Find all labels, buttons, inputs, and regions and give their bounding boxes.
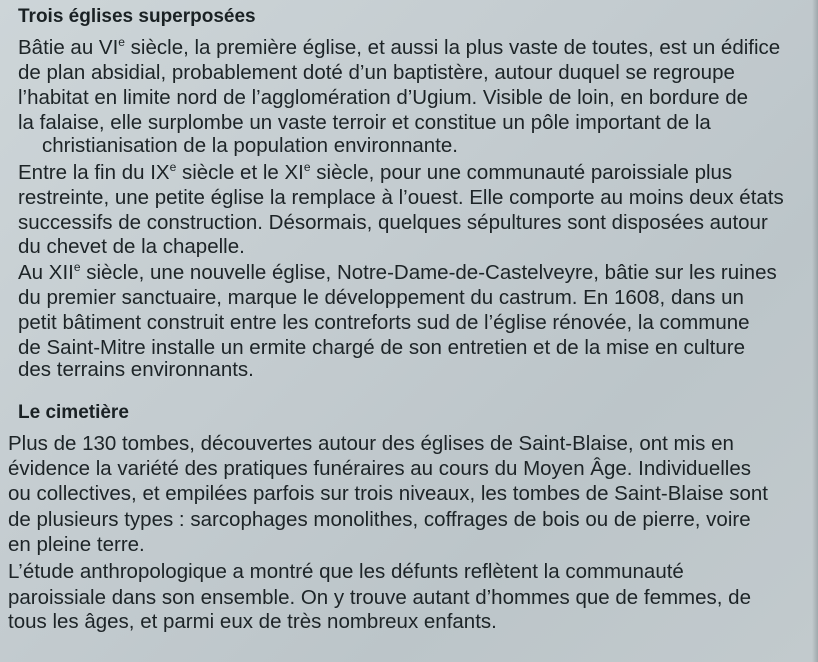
text-line: du premier sanctuaire, marque le développement du castrum. En 1608, dans un xyxy=(18,286,744,309)
text-line: L’étude anthropologique a montré que les défunts reflètent la communauté xyxy=(8,560,684,583)
text-fragment: siècle et le XI xyxy=(176,161,304,184)
text-line: petit bâtiment construit entre les contreforts sud de l’église rénovée, la commune xyxy=(18,311,750,334)
text-fragment: siècle, la première église, et aussi la plus vaste de toutes, est un édifice xyxy=(124,36,781,59)
superscript: e xyxy=(118,35,125,49)
text-line: Plus de 130 tombes, découvertes autour des églises de Saint-Blaise, ont mis en xyxy=(8,432,734,455)
text-line: de plusieurs types : sarcophages monolithes, coffrages de bois ou de pierre, voire xyxy=(8,508,751,531)
superscript: e xyxy=(73,260,81,274)
text-line: restreinte, une petite église la remplace à l’ouest. Elle comporte au moins deux états xyxy=(18,186,784,209)
text-line: des terrains environnants. xyxy=(18,358,254,381)
text-line: la falaise, elle surplombe un vaste terroir et constitue un pôle important de la xyxy=(18,111,711,134)
text-fragment: siècle, une nouvelle église, Notre-Dame-de-Castelveyre, bâtie sur les ruines xyxy=(80,261,777,284)
text-line: successifs de construction. Désormais, quelques sépultures sont disposées autour xyxy=(18,211,768,234)
text-line xyxy=(18,161,732,187)
text-line xyxy=(18,261,777,287)
text-line: en pleine terre. xyxy=(8,533,145,556)
superscript: e xyxy=(303,160,311,174)
text-fragment: Entre la fin du IX xyxy=(18,161,170,184)
panel-edge-shadow xyxy=(812,0,818,662)
text-fragment: Au XII xyxy=(18,261,74,284)
text-line: de Saint-Mitre installe un ermite chargé de son entretien et de la mise en culture xyxy=(18,336,745,359)
text-line: ou collectives, et empilées parfois sur trois niveaux, les tombes de Saint-Blaise sont xyxy=(8,482,769,505)
superscript: e xyxy=(169,160,177,174)
text-line: évidence la variété des pratiques funéraires au cours du Moyen Âge. Individuelles xyxy=(8,457,751,480)
text-line: du chevet de la chapelle. xyxy=(18,235,245,258)
text-line xyxy=(18,36,780,62)
text-fragment: siècle, pour une communauté paroissiale plus xyxy=(310,161,733,184)
text-line: l’habitat en limite nord de l’agglomération d’Ugium. Visible de loin, en bordure de xyxy=(18,86,749,109)
text-line: paroissiale dans son ensemble. On y trouve autant d’hommes que de femmes, de xyxy=(8,586,751,609)
text-line: de plan absidial, probablement doté d’un baptistère, autour duquel se regroupe xyxy=(18,61,735,84)
text-line: christianisation de la population environnante. xyxy=(42,134,458,157)
section-title-cemetery: Le cimetière xyxy=(18,402,129,423)
section-title-churches: Trois églises superposées xyxy=(18,6,256,27)
text-fragment: Bâtie au VI xyxy=(18,36,119,59)
text-line: tous les âges, et parmi eux de très nombreux enfants. xyxy=(8,610,497,633)
